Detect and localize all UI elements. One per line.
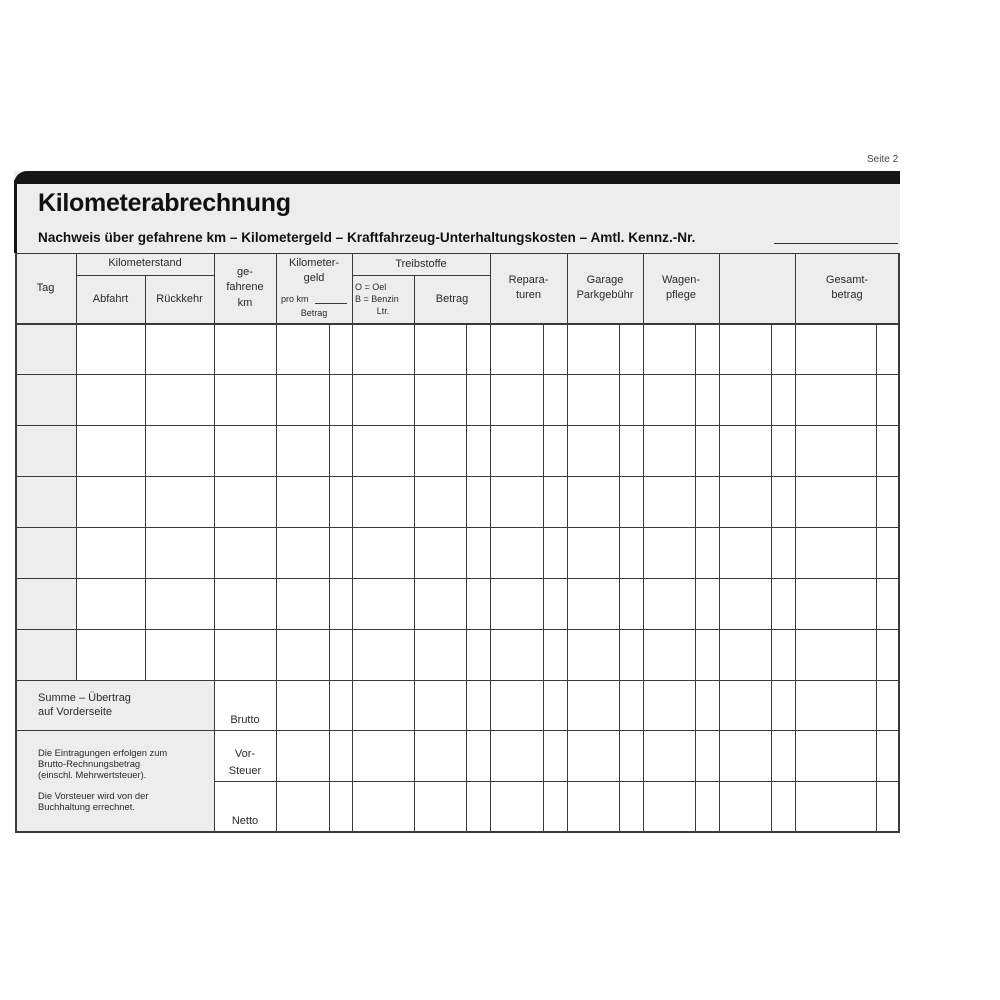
entry-cell-garage[interactable] <box>567 374 643 425</box>
entry-cell-kilometergeld[interactable] <box>276 425 352 476</box>
entry-cell-gefahrene-km[interactable] <box>214 629 276 680</box>
form-title: Kilometerabrechnung <box>38 189 291 217</box>
entry-cell-wagenpflege[interactable] <box>643 629 719 680</box>
note-brutto-3: (einschl. Mehrwertsteuer). <box>38 769 147 780</box>
entry-cell-tag[interactable] <box>15 527 76 578</box>
entry-cell-reparaturen[interactable] <box>490 323 567 374</box>
label-vorsteuer-2: Steuer <box>228 765 262 777</box>
header-reparaturen-2: turen <box>515 289 542 301</box>
entry-cell-garage[interactable] <box>567 578 643 629</box>
header-tag: Tag <box>36 282 55 294</box>
entry-cell-rueckkehr[interactable] <box>145 629 214 680</box>
label-netto: Netto <box>231 815 259 827</box>
grid-bottom <box>15 831 900 833</box>
entry-cell-wagenpflege[interactable] <box>643 323 719 374</box>
header-gefahrene-km-3: km <box>237 297 253 309</box>
entry-cell-treibstoff-art[interactable] <box>352 527 414 578</box>
header-kilometerstand: Kilometerstand <box>108 257 182 269</box>
entry-cell-treibstoff-betrag[interactable] <box>414 629 490 680</box>
entry-cell-tag[interactable] <box>15 323 76 374</box>
entry-cell-abfahrt[interactable] <box>76 476 145 527</box>
entry-cell-kilometergeld[interactable] <box>276 527 352 578</box>
entry-cell-treibstoff-art[interactable] <box>352 578 414 629</box>
note-brutto-1: Die Eintragungen erfolgen zum <box>38 747 168 758</box>
entry-cell-reparaturen[interactable] <box>490 476 567 527</box>
header-garage-2: Parkgebühr <box>576 289 634 301</box>
entry-cell-reparaturen[interactable] <box>490 527 567 578</box>
entry-cell-kilometergeld[interactable] <box>276 476 352 527</box>
grid-top <box>15 253 900 254</box>
entry-cell-rueckkehr[interactable] <box>145 476 214 527</box>
entry-cell-wagenpflege[interactable] <box>643 476 719 527</box>
entry-cell-abfahrt[interactable] <box>76 374 145 425</box>
summary-line <box>214 781 899 782</box>
kennzeichen-line[interactable] <box>774 243 898 244</box>
entry-cell-treibstoff-art[interactable] <box>352 629 414 680</box>
entry-cell-kilometergeld[interactable] <box>276 578 352 629</box>
entry-cell-extra[interactable] <box>719 527 795 578</box>
header-kilometergeld-2: geld <box>303 272 325 284</box>
header-treibstoffe-betrag: Betrag <box>435 293 469 305</box>
entry-cell-gesamtbetrag[interactable] <box>795 578 899 629</box>
pro-km-line <box>315 303 347 304</box>
entry-cell-gesamtbetrag[interactable] <box>795 629 899 680</box>
entry-cell-gefahrene-km[interactable] <box>214 425 276 476</box>
entry-cell-treibstoff-betrag[interactable] <box>414 527 490 578</box>
entry-cell-treibstoff-betrag[interactable] <box>414 323 490 374</box>
header-rueckkehr: Rückkehr <box>156 293 203 305</box>
entry-cell-reparaturen[interactable] <box>490 425 567 476</box>
entry-cell-reparaturen[interactable] <box>490 629 567 680</box>
fuel-code-benzin: B = Benzin <box>355 294 399 304</box>
note-vorsteuer-1: Die Vorsteuer wird von der <box>38 790 149 801</box>
entry-cell-kilometergeld[interactable] <box>276 374 352 425</box>
note-vorsteuer-2: Buchhaltung errechnet. <box>38 801 135 812</box>
entry-cell-extra[interactable] <box>719 425 795 476</box>
entry-cell-abfahrt[interactable] <box>76 323 145 374</box>
entry-cell-treibstoff-art[interactable] <box>352 323 414 374</box>
page-number: Seite 2 <box>867 154 899 165</box>
entry-cell-gefahrene-km[interactable] <box>214 323 276 374</box>
entry-cell-abfahrt[interactable] <box>76 425 145 476</box>
entry-cell-treibstoff-betrag[interactable] <box>414 578 490 629</box>
header-pro-km: pro km <box>281 294 309 304</box>
fuel-code-ltr: Ltr. <box>376 306 390 316</box>
entry-cell-tag[interactable] <box>15 374 76 425</box>
entry-cell-wagenpflege[interactable] <box>643 578 719 629</box>
entry-cell-wagenpflege[interactable] <box>643 527 719 578</box>
entry-cell-reparaturen[interactable] <box>490 578 567 629</box>
entry-cell-gesamtbetrag[interactable] <box>795 425 899 476</box>
entry-cell-rueckkehr[interactable] <box>145 374 214 425</box>
entry-cell-abfahrt[interactable] <box>76 578 145 629</box>
form-subtitle: Nachweis über gefahrene km – Kilometergeld – Kraftfahrzeug-Unterhaltungskosten – Amtl. Kennz.-Nr. <box>38 230 696 245</box>
entry-cell-gesamtbetrag[interactable] <box>795 476 899 527</box>
entry-cell-tag[interactable] <box>15 629 76 680</box>
entry-cell-treibstoff-betrag[interactable] <box>414 425 490 476</box>
header-gesamtbetrag-1: Gesamt- <box>825 274 869 286</box>
header-wagenpflege-2: pflege <box>666 289 696 301</box>
entry-cell-gefahrene-km[interactable] <box>214 578 276 629</box>
entry-cell-tag[interactable] <box>15 425 76 476</box>
entry-cell-garage[interactable] <box>567 425 643 476</box>
header-bar <box>14 171 900 184</box>
treibstoffe-underline <box>352 275 490 276</box>
entry-cell-reparaturen[interactable] <box>490 374 567 425</box>
summary-line <box>15 730 899 731</box>
summe-uebertrag-1: Summe – Übertrag <box>38 692 131 704</box>
label-brutto: Brutto <box>230 714 260 726</box>
header-kilometergeld-1: Kilometer- <box>288 257 340 269</box>
entry-cell-rueckkehr[interactable] <box>145 578 214 629</box>
header-wagenpflege-1: Wagen- <box>661 274 701 286</box>
entry-cell-garage[interactable] <box>567 476 643 527</box>
entry-cell-rueckkehr[interactable] <box>145 323 214 374</box>
entry-cell-kilometergeld[interactable] <box>276 323 352 374</box>
entry-cell-tag[interactable] <box>15 476 76 527</box>
entry-cell-rueckkehr[interactable] <box>145 527 214 578</box>
header-treibstoffe: Treibstoffe <box>395 258 447 270</box>
entry-cell-treibstoff-art[interactable] <box>352 425 414 476</box>
header-abfahrt: Abfahrt <box>92 293 129 305</box>
entry-cell-extra[interactable] <box>719 578 795 629</box>
entry-cell-wagenpflege[interactable] <box>643 425 719 476</box>
entry-cell-gefahrene-km[interactable] <box>214 374 276 425</box>
entry-cell-rueckkehr[interactable] <box>145 425 214 476</box>
entry-cell-treibstoff-betrag[interactable] <box>414 374 490 425</box>
fuel-code-oel: O = Oel <box>355 282 387 292</box>
entry-cell-gefahrene-km[interactable] <box>214 527 276 578</box>
entry-cell-treibstoff-art[interactable] <box>352 374 414 425</box>
entry-cell-abfahrt[interactable] <box>76 629 145 680</box>
entry-cell-garage[interactable] <box>567 629 643 680</box>
header-edge <box>14 180 17 253</box>
entry-cell-treibstoff-art[interactable] <box>352 476 414 527</box>
entry-cell-wagenpflege[interactable] <box>643 374 719 425</box>
header-garage-1: Garage <box>586 274 624 286</box>
entry-cell-gesamtbetrag[interactable] <box>795 527 899 578</box>
entry-cell-garage[interactable] <box>567 323 643 374</box>
entry-cell-extra[interactable] <box>719 323 795 374</box>
summary-top-line <box>15 680 899 681</box>
entry-cell-extra[interactable] <box>719 476 795 527</box>
entry-cell-treibstoff-betrag[interactable] <box>414 476 490 527</box>
entry-cell-extra[interactable] <box>719 374 795 425</box>
entry-cell-garage[interactable] <box>567 527 643 578</box>
entry-cell-extra[interactable] <box>719 629 795 680</box>
entry-cell-gesamtbetrag[interactable] <box>795 323 899 374</box>
header-gefahrene-km-1: ge- <box>237 266 253 278</box>
entry-cell-gefahrene-km[interactable] <box>214 476 276 527</box>
entry-cell-kilometergeld[interactable] <box>276 629 352 680</box>
summe-uebertrag-2: auf Vorderseite <box>38 706 112 718</box>
entry-cell-abfahrt[interactable] <box>76 527 145 578</box>
header-reparaturen-1: Repara- <box>508 274 549 286</box>
header-gefahrene-km-2: fahrene <box>226 281 264 293</box>
label-vorsteuer-1: Vor- <box>234 748 256 760</box>
entry-cell-gesamtbetrag[interactable] <box>795 374 899 425</box>
header-gesamtbetrag-2: betrag <box>831 289 863 301</box>
entry-cell-tag[interactable] <box>15 578 76 629</box>
header-kilometergeld-betrag: Betrag <box>300 308 328 318</box>
note-brutto-2: Brutto-Rechnungsbetrag <box>38 758 141 769</box>
